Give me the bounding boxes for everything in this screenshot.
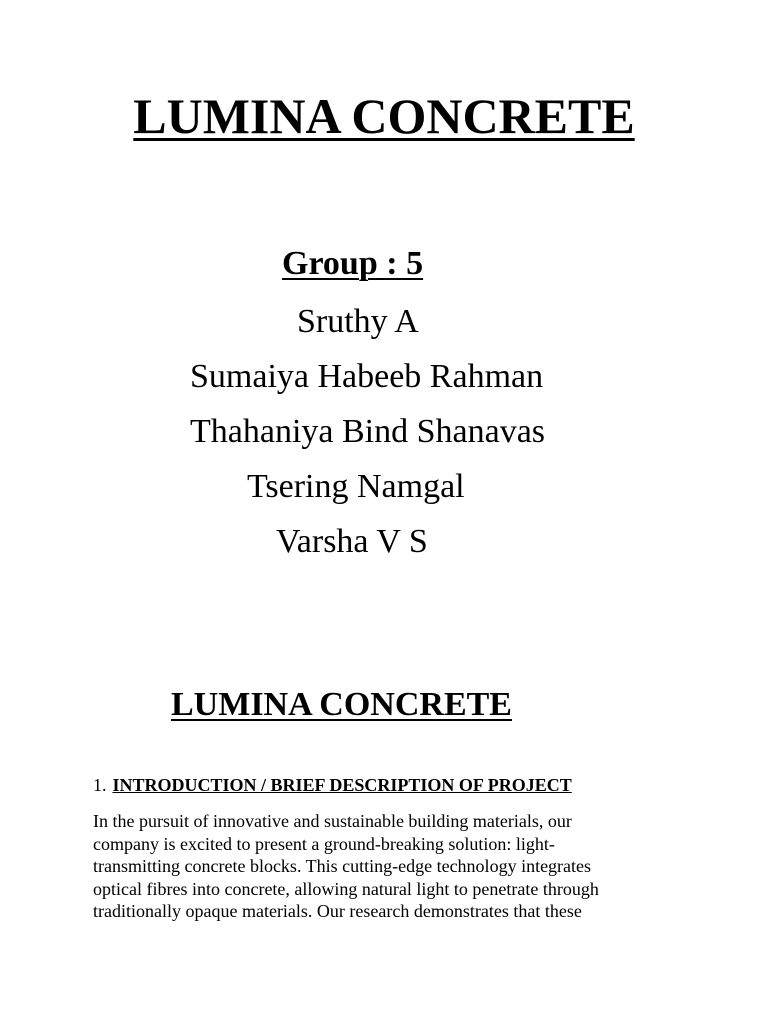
paragraph-line: In the pursuit of innovative and sustainable building materials, our	[93, 811, 572, 831]
member-name: Sumaiya Habeeb Rahman	[190, 358, 544, 395]
section-heading	[93, 775, 572, 796]
section-title: LUMINA CONCRETE	[171, 686, 512, 723]
intro-paragraph	[93, 810, 693, 923]
member-name: Varsha V S	[276, 523, 428, 560]
paragraph-line: optical fibres into concrete, allowing natural light to penetrate through	[93, 878, 599, 899]
group-label: Group : 5	[282, 245, 424, 282]
section-heading-text: INTRODUCTION / BRIEF DESCRIPTION OF PROJECT	[112, 775, 572, 795]
member-name: Tsering Namgal	[247, 468, 465, 505]
member-name: Sruthy A	[297, 303, 419, 340]
paragraph-line: traditionally opaque materials. Our research demonstrates that these	[93, 901, 582, 921]
member-name: Thahaniya Bind Shanavas	[190, 413, 546, 450]
page-title: LUMINA CONCRETE	[133, 88, 635, 144]
paragraph-line: transmitting concrete blocks. This cutting-edge technology integrates	[93, 856, 592, 876]
paragraph-line: company is excited to present a ground-breaking solution: light-	[93, 833, 555, 854]
section-number: 1.	[93, 775, 107, 795]
